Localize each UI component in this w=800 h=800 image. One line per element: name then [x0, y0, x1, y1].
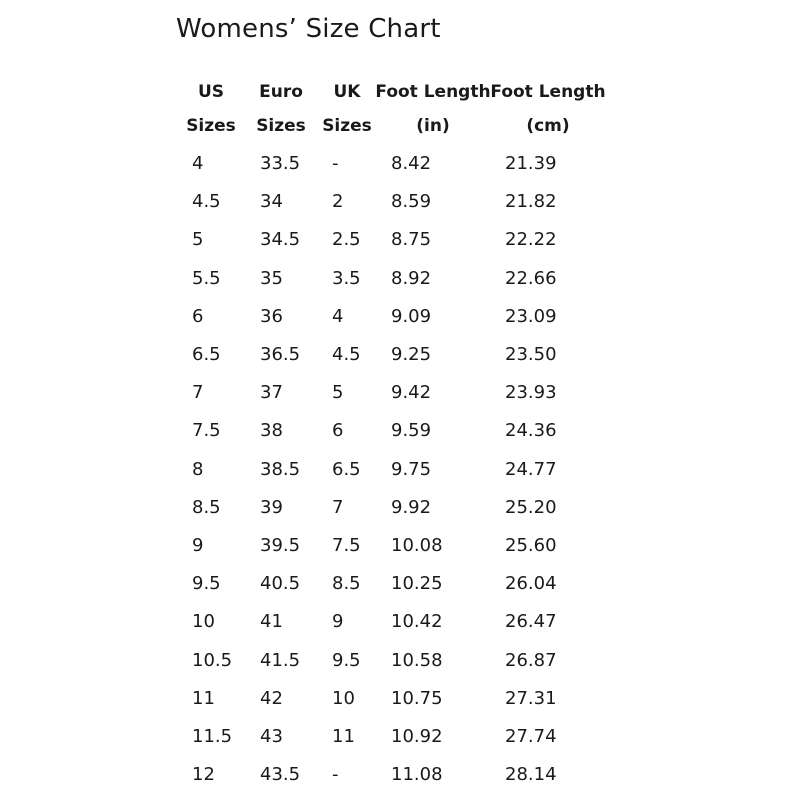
header-uk-sizes-line1: UK: [333, 82, 361, 102]
cell-euro-size: 40.5: [260, 573, 301, 595]
cell-foot-length-cm: 27.74: [505, 726, 557, 747]
cell-foot-length-cm: 21.39: [505, 153, 557, 174]
cell-uk-size: 6: [332, 420, 344, 442]
page-title: Womens’ Size Chart: [176, 14, 441, 44]
cell-us-size: 9: [192, 535, 204, 556]
cell-us-size: 11: [192, 687, 215, 709]
cell-us-size: 8.5: [192, 496, 221, 518]
cell-foot-length-in: 10.25: [391, 573, 443, 595]
table-row: [0, 260, 800, 298]
cell-foot-length-cm: 26.47: [505, 611, 557, 633]
cell-us-size: 11.5: [192, 726, 233, 747]
cell-foot-length-cm: 21.82: [505, 191, 557, 213]
cell-foot-length-cm: 26.87: [505, 649, 557, 671]
cell-euro-size: 34: [260, 191, 283, 213]
cell-us-size: 6: [192, 305, 204, 327]
table-row: [0, 565, 800, 603]
table-row: [0, 603, 800, 641]
table-row: [0, 489, 800, 527]
cell-euro-size: 41: [260, 611, 283, 633]
cell-euro-size: 41.5: [260, 649, 301, 671]
cell-foot-length-cm: 24.77: [505, 458, 557, 480]
table-row: [0, 336, 800, 374]
cell-euro-size: 34.5: [260, 229, 301, 251]
cell-uk-size: 9: [332, 611, 344, 633]
cell-foot-length-in: 10.75: [391, 687, 443, 709]
table-row: [0, 374, 800, 412]
cell-uk-size: 4.5: [332, 344, 361, 365]
header-uk-sizes-line2: Sizes: [322, 116, 372, 136]
cell-foot-length-cm: 23.93: [505, 382, 557, 404]
cell-foot-length-in: 9.42: [391, 382, 432, 404]
table-row: [0, 221, 800, 259]
cell-uk-size: 6.5: [332, 458, 361, 480]
cell-foot-length-cm: 23.50: [505, 344, 557, 365]
cell-euro-size: 43: [260, 726, 283, 747]
cell-euro-size: 36.5: [260, 344, 301, 365]
cell-euro-size: 33.5: [260, 153, 301, 174]
table-row: [0, 145, 800, 183]
cell-us-size: 5.5: [192, 267, 221, 289]
cell-uk-size: 4: [332, 305, 344, 327]
cell-euro-size: 38: [260, 420, 283, 442]
cell-uk-size: 3.5: [332, 267, 361, 289]
cell-foot-length-cm: 28.14: [505, 764, 557, 786]
cell-uk-size: -: [332, 764, 339, 786]
cell-us-size: 8: [192, 458, 204, 480]
table-row: [0, 183, 800, 221]
cell-uk-size: -: [332, 153, 339, 174]
cell-foot-length-in: 9.92: [391, 496, 432, 518]
cell-foot-length-in: 10.42: [391, 611, 443, 633]
cell-foot-length-cm: 26.04: [505, 573, 557, 595]
cell-euro-size: 35: [260, 267, 283, 289]
cell-uk-size: 2: [332, 191, 344, 213]
cell-us-size: 4.5: [192, 191, 221, 213]
header-us-sizes-line1: US: [197, 82, 225, 102]
cell-us-size: 7: [192, 382, 204, 404]
cell-foot-length-in: 11.08: [391, 764, 443, 786]
cell-uk-size: 2.5: [332, 229, 361, 251]
cell-us-size: 4: [192, 153, 204, 174]
cell-uk-size: 7.5: [332, 535, 361, 556]
header-foot-length-cm-line2: (cm): [526, 116, 570, 136]
table-row: [0, 527, 800, 565]
cell-foot-length-in: 9.59: [391, 420, 432, 442]
cell-uk-size: 11: [332, 726, 355, 747]
cell-euro-size: 39.5: [260, 535, 301, 556]
cell-foot-length-in: 8.42: [391, 153, 432, 174]
cell-euro-size: 39: [260, 496, 283, 518]
cell-us-size: 10: [192, 611, 215, 633]
cell-us-size: 12: [192, 764, 215, 786]
cell-foot-length-cm: 25.20: [505, 496, 557, 518]
cell-euro-size: 42: [260, 687, 283, 709]
cell-foot-length-in: 10.92: [391, 726, 443, 747]
table-row: [0, 756, 800, 794]
header-us-sizes-line2: Sizes: [186, 116, 236, 136]
cell-uk-size: 5: [332, 382, 344, 404]
header-foot-length-cm-line1: Foot Length: [490, 82, 606, 102]
cell-us-size: 7.5: [192, 420, 221, 442]
table-row: [0, 680, 800, 718]
cell-euro-size: 38.5: [260, 458, 301, 480]
cell-foot-length-in: 8.59: [391, 191, 432, 213]
cell-foot-length-in: 8.92: [391, 267, 432, 289]
cell-euro-size: 36: [260, 305, 283, 327]
cell-foot-length-cm: 22.22: [505, 229, 557, 251]
cell-euro-size: 43.5: [260, 764, 301, 786]
table-row: [0, 642, 800, 680]
table-row: [0, 451, 800, 489]
cell-foot-length-cm: 27.31: [505, 687, 557, 709]
table-row: [0, 718, 800, 756]
cell-foot-length-cm: 25.60: [505, 535, 557, 556]
cell-foot-length-in: 10.58: [391, 649, 443, 671]
cell-uk-size: 7: [332, 496, 344, 518]
cell-us-size: 5: [192, 229, 204, 251]
header-foot-length-in-line2: (in): [416, 116, 450, 136]
cell-foot-length-in: 9.09: [391, 305, 432, 327]
cell-us-size: 10.5: [192, 649, 233, 671]
table-row: [0, 412, 800, 450]
cell-foot-length-cm: 22.66: [505, 267, 557, 289]
table-row: [0, 298, 800, 336]
cell-foot-length-in: 9.25: [391, 344, 432, 365]
header-euro-sizes-line1: Euro: [259, 82, 303, 102]
cell-foot-length-in: 10.08: [391, 535, 443, 556]
cell-foot-length-in: 8.75: [391, 229, 432, 251]
cell-uk-size: 8.5: [332, 573, 361, 595]
cell-foot-length-cm: 24.36: [505, 420, 557, 442]
cell-us-size: 9.5: [192, 573, 221, 595]
cell-euro-size: 37: [260, 382, 283, 404]
cell-foot-length-in: 9.75: [391, 458, 432, 480]
cell-uk-size: 10: [332, 687, 355, 709]
cell-us-size: 6.5: [192, 344, 221, 365]
cell-uk-size: 9.5: [332, 649, 361, 671]
header-foot-length-in-line1: Foot Length: [375, 82, 491, 102]
header-euro-sizes-line2: Sizes: [256, 116, 306, 136]
cell-foot-length-cm: 23.09: [505, 305, 557, 327]
